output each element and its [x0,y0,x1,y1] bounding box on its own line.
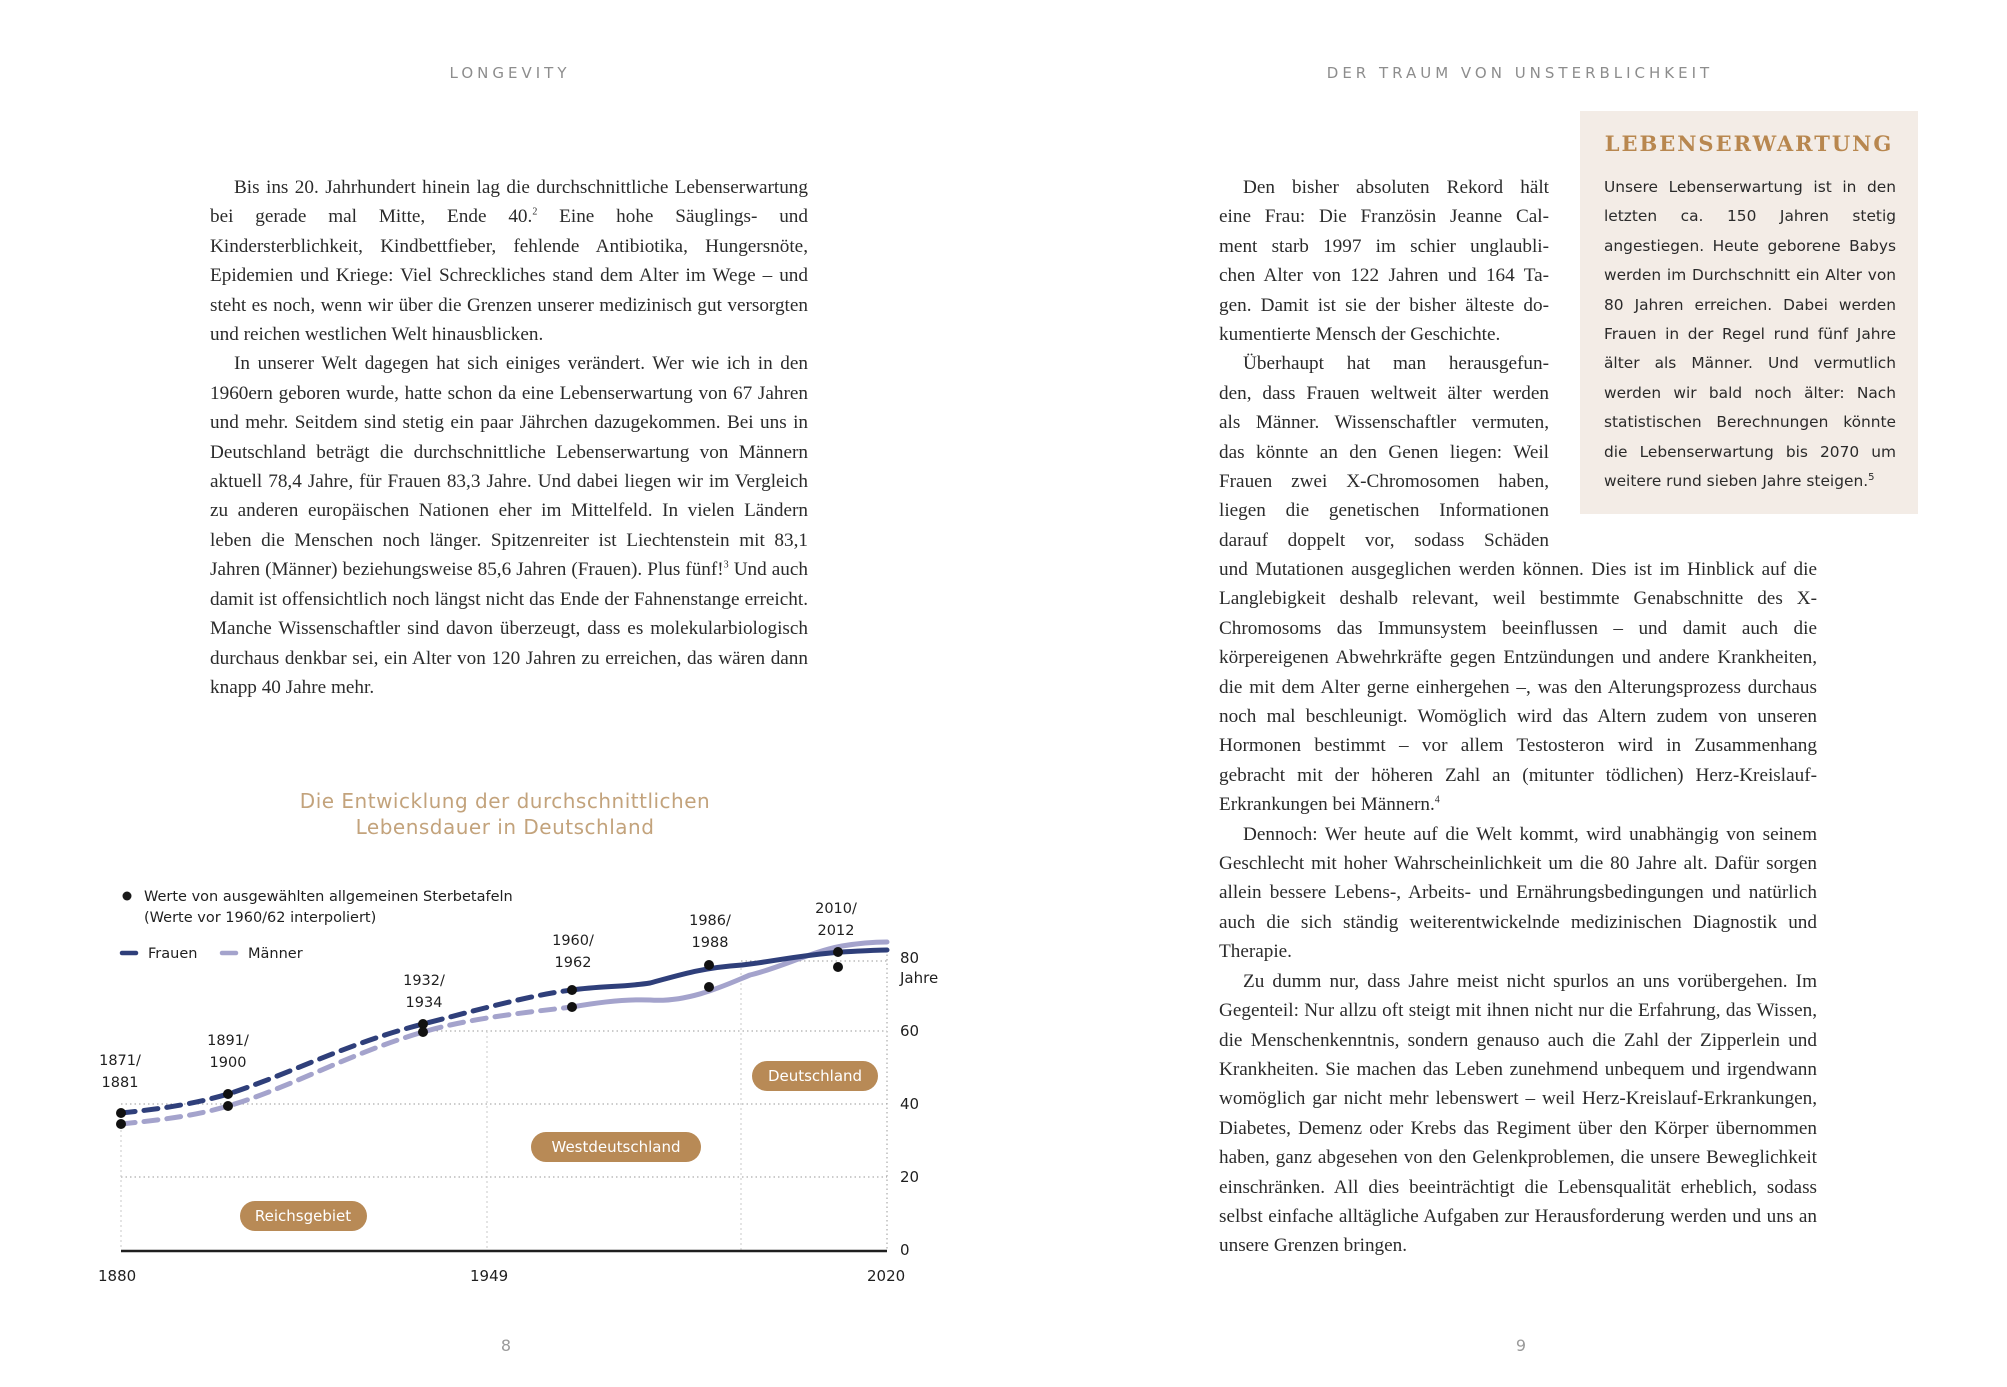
text-line: Frauen zwei X-Chromosomen haben, [1219,471,1549,493]
text-line: den, dass Frauen weltweit älter werden [1219,382,1549,404]
paragraph: und Mutationen ausgeglichen werden können. Dies ist im Hinblick auf die Langlebigkeit deshalb relevant, weil bestimmte Genabschnitte des X-Chromosoms das Immunsystem beeinflussen – und damit auch die körpereigenen Abwehrkräfte gegen Entzündungen und andere Krankheiten, die mit dem Alter gerne einhergehen –, was den Alterungsprozess durchaus noch mal beschleunigt. Womöglich wird das Altern zudem von unseren Hormonen bestimmt – vor allem Testosteron wird in Zusammenhang gebracht mit der höheren Zahl an (mitunter tödlichen) Herz-Kreislauf-Erkrankungen bei Männern.$^4$ [1219,559,1817,816]
svg-text:1988: 1988 [691,935,729,951]
text-line: Den bisher absoluten Rekord hält [1243,177,1549,198]
left-body-text [210,173,808,702]
paragraph: In unserer Welt dagegen hat sich einiges verändert. Wer wie ich in den 1960ern geboren wurde, hatte schon da eine Lebenserwartung von 67 Jahren und mehr. Seitdem sind stetig ein paar Jährchen dazugekommen. Bei uns in Deutschland beträgt die durchschnittliche Lebenserwartung von Männern aktuell 78,4 Jahre, für Frauen 83,3 Jahre. Und dabei liegen wir im Vergleich zu anderen europäischen Nationen eher im Mittelfeld. In vielen Ländern leben die Menschen noch länger. Spitzenreiter ist Liechtenstein mit 83,1 Jahren (Männer) beziehungsweise 85,6 Jahren (Frauen). Plus fünf!$^3$ Und auch damit ist offensichtlich noch längst nicht das Ende der Fahnenstange erreicht. Manche Wissenschaftler sind davon überzeugt, dass es molekularbiologisch durchaus denkbar sei, ein Alter von 120 Jahren zu erreichen, das wären dann knapp 40 Jahre mehr. [210,353,808,698]
svg-text:2010/: 2010/ [815,901,857,917]
infobox-title: LEBENSERWARTUNG [1604,131,1894,156]
svg-text:40: 40 [900,1095,920,1113]
svg-text:80: 80 [900,949,920,967]
text-line: eine Frau: Die Französin Jeanne Cal- [1219,206,1549,228]
region-pill-reichsgebiet [240,1201,367,1231]
legend-dot-icon [123,892,132,901]
svg-text:1949: 1949 [470,1267,509,1285]
svg-text:0: 0 [900,1241,910,1259]
chart-title: Die Entwicklung der durchschnittlichen Lebensdauer in Deutschland [299,789,711,839]
svg-text:1960/: 1960/ [552,933,594,949]
chart-note-line1: Werte von ausgewählten allgemeinen Sterbetafeln [144,889,513,905]
page-number-left: 8 [500,1336,512,1355]
text-line: darauf doppelt vor, sodass Schäden [1219,529,1549,551]
footnote-ref[interactable]: 4 [1434,794,1440,806]
text-line: gen. Damit ist sie der bisher älteste do- [1219,294,1549,316]
chart-note-line2: (Werte vor 1960/62 interpoliert) [144,910,377,926]
region-pill-deutschland [752,1061,878,1091]
text-line: kumentierte Mensch der Geschichte. [1219,324,1501,346]
right-narrow-column [1219,173,1549,555]
svg-text:60: 60 [900,1022,920,1040]
infobox-text: Unsere Lebenserwartung ist in den letzten ca. 150 Jahren stetig angestiegen. Heute geborene Babys werden im Durchschnitt ein Alter von 80 Jahren erreichen. Dabei werden Frauen in der Regel rund fünf Jahre älter als Männer. Und vermutlich werden wir bald noch älter: Nach statistischen Berechnungen könnte die Lebenserwartung bis 2070 um weitere rund sieben Jahre steigen.$^5$ [1604,178,1896,491]
running-head-right: DER TRAUM VON UNSTERBLICHKEIT [1326,64,1714,82]
y-axis-labels [899,949,938,1259]
paragraph: Bis ins 20. Jahrhundert hinein lag die durchschnittliche Lebenserwartung bei gerade mal Mitte, Ende 40.$^2$ Eine hohe Säuglings- und Kindersterblichkeit, Kindbettfieber, fehlende Antibiotika, Hungersnöte, Epidemien und Kriege: Viel Schreckliches stand dem Alter im Wege – und steht es noch, wenn wir über die Grenzen unserer medizinisch gut versorgten und reichen westlichen Welt hinausblicken. [210,177,808,346]
running-head-left: LONGEVITY [449,64,571,82]
svg-text:2020: 2020 [867,1267,906,1285]
footnote-ref[interactable]: 5 [1868,471,1875,483]
paragraph: Dennoch: Wer heute auf die Welt kommt, wird unabhängig von seinem Geschlecht mit hoher Wahrscheinlichkeit um die 80 Jahre alt. Dafür sorgen allein bessere Lebens-, Arbeits- und Ernährungsbedingungen und natürlich auch die sich ständig weiterentwickelnde medizinischen Diagnostik und Therapie. [1219,823,1817,963]
svg-text:1871/: 1871/ [99,1053,141,1069]
footnote-ref[interactable]: 3 [723,559,729,571]
footnote-ref[interactable]: 2 [532,207,538,219]
svg-text:1881: 1881 [101,1075,139,1091]
chart-gridlines [121,950,887,1250]
text-line: liegen die genetischen Informationen [1219,500,1549,522]
text-line: chen Alter von 122 Jahren und 164 Ta- [1219,265,1549,287]
text-line: ment starb 1997 im schier unglaubli- [1219,235,1549,257]
svg-text:2012: 2012 [817,923,855,939]
svg-text:1962: 1962 [554,955,592,971]
legend-men-label: Männer [248,946,303,962]
svg-text:1900: 1900 [209,1055,247,1071]
svg-text:1934: 1934 [405,995,443,1011]
svg-text:1880: 1880 [98,1267,137,1285]
svg-text:Jahre: Jahre [900,969,939,987]
svg-text:1932/: 1932/ [403,973,445,989]
text-line: Überhaupt hat man herausgefun- [1243,353,1549,375]
right-wide-column [1219,555,1817,1261]
svg-text:1986/: 1986/ [689,913,731,929]
page-number-right: 9 [1515,1336,1527,1355]
series-women-dashed [121,990,572,1113]
svg-text:Reichsgebiet: Reichsgebiet [254,1207,352,1225]
infobox-lebenserwartung [1580,111,1918,514]
x-axis-labels [98,1267,905,1285]
region-pill-westdeutschland [531,1132,701,1162]
text-line: als Männer. Wissenschaftler vermuten, [1219,412,1549,434]
paragraph: Zu dumm nur, dass Jahre meist nicht spurlos an uns vorübergehen. Im Gegenteil: Nur allzu oft steigt mit ihnen nicht nur die Erfahrung, das Wissen, die Menschenkenntnis, sondern genauso auch die Zahl der Zipperlein und Krankheiten. Sie machen das Leben zunehmend unbequem und irgendwann womöglich gar nicht mehr lebenswert – weil Herz-Kreislauf-Erkrankungen, Diabetes, Demenz oder Krebs das Regiment über den Körper übernommen haben, ganz abgesehen von den Gelenkproblemen, die unsere Beweglichkeit einschränken. All dies beeinträchtigt die Lebensqualität erheblich, sodass selbst einfache alltägliche Aufgaben zur Herausforderung werden und uns an unsere Grenzen bringen. [1219,970,1817,1257]
life-expectancy-chart [0,860,1000,1300]
series-men-dashed [121,1007,572,1124]
text-line: das könnte an den Genen liegen: Weil [1219,441,1549,463]
svg-text:1891/: 1891/ [207,1033,249,1049]
svg-text:20: 20 [900,1168,920,1186]
svg-text:Westdeutschland: Westdeutschland [551,1138,681,1156]
legend-women-label: Frauen [148,946,198,962]
svg-text:Deutschland: Deutschland [767,1067,863,1085]
point-labels [81,901,857,1091]
